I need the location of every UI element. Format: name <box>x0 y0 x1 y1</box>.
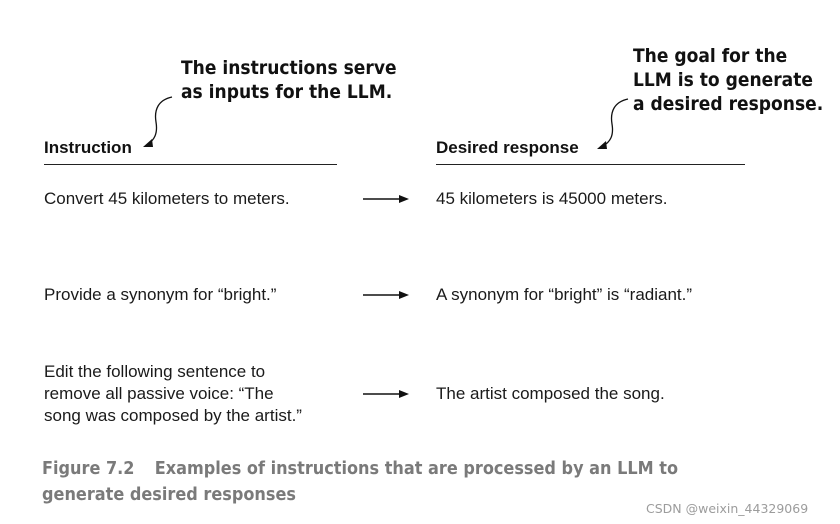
response-column-rule <box>436 164 745 165</box>
figure-caption <box>42 456 678 508</box>
instruction-cell-3 <box>44 361 302 427</box>
figure-caption-text-1: Examples of instructions that are processed by an LLM to <box>154 459 679 479</box>
figure-caption-line-1 <box>42 456 678 482</box>
instruction-cell-1-line-1: Convert 45 kilometers to meters. <box>44 189 290 208</box>
instruction-cell-2 <box>44 284 276 306</box>
instruction-column-rule <box>44 164 337 165</box>
arrow-icon-row-2 <box>363 289 411 301</box>
arrow-icon-row-3 <box>363 388 411 400</box>
response-annotation-pointer <box>590 96 632 152</box>
instruction-cell-3-line-1: Edit the following sentence to <box>44 362 266 381</box>
response-annotation-line-1: The goal for the <box>633 45 788 67</box>
instruction-annotation-line-1: The instructions serve <box>181 57 397 79</box>
watermark: CSDN @weixin_44329069 <box>646 501 809 516</box>
instruction-column-header: Instruction <box>44 138 132 157</box>
response-cell-2: A synonym for “bright” is “radiant.” <box>436 285 693 304</box>
arrow-icon-row-1 <box>363 193 411 205</box>
response-column-header: Desired response <box>436 138 579 157</box>
response-annotation <box>633 44 823 116</box>
response-annotation-line-3: a desired response. <box>633 93 824 115</box>
figure-caption-text-2: generate desired responses <box>42 485 296 505</box>
figure-number: Figure 7.2 <box>42 459 135 479</box>
instruction-annotation-line-2: as inputs for the LLM. <box>181 81 393 103</box>
response-annotation-line-2: LLM is to generate <box>633 69 813 91</box>
response-cell-3: The artist composed the song. <box>436 384 665 403</box>
instruction-cell-2-line-1: Provide a synonym for “bright.” <box>44 285 277 304</box>
instruction-annotation-pointer <box>138 94 178 150</box>
instruction-cell-3-line-3: song was composed by the artist.” <box>44 406 302 425</box>
response-cell-1: 45 kilometers is 45000 meters. <box>436 189 668 208</box>
instruction-cell-1 <box>44 188 290 210</box>
instruction-cell-3-line-2: remove all passive voice: “The <box>44 384 274 403</box>
instruction-annotation <box>181 56 397 104</box>
